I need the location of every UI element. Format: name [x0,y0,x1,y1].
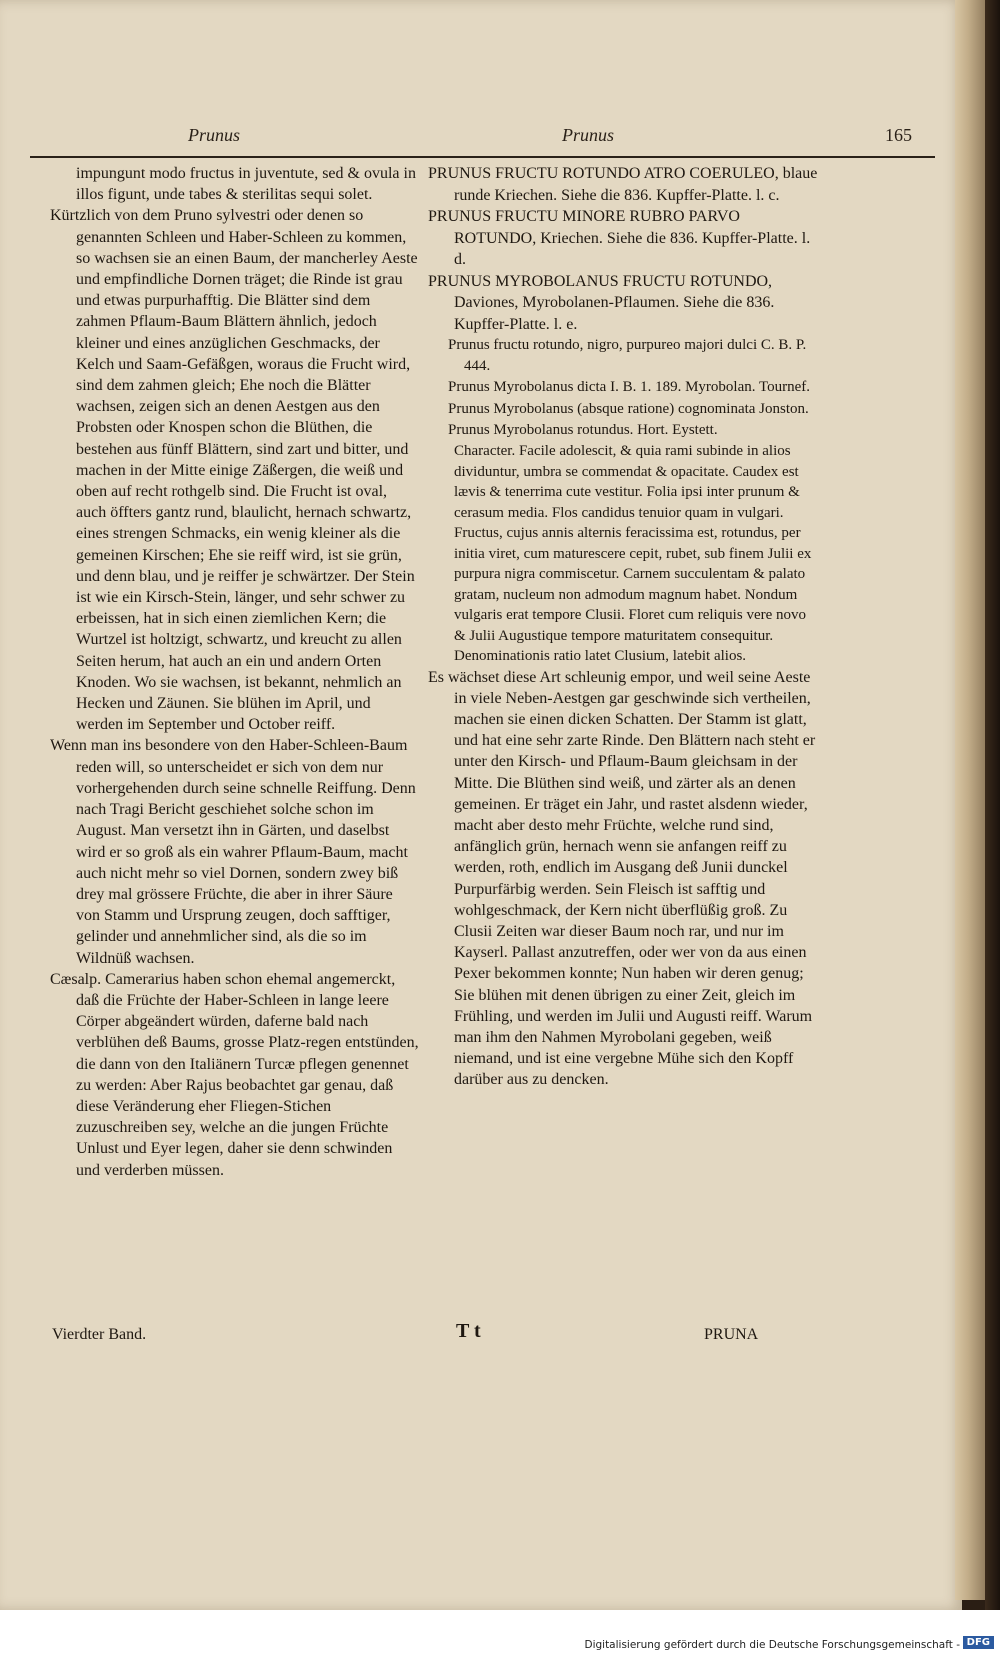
paragraph: Cæsalp. Camerarius haben schon ehemal angemerckt, daß die Früchte der Haber-Schleen in lange leere Cörper abgeändert würden, daferne bald nach verblühen deß Baums, grosse Platz-regen entstünden, die dann von den Italiänern Turcæ pflegen genennet zu werden: Aber Rajus beobachtet gar genau, daß diese Veränderung eher Fliegen-Stichen zuzuschreiben sey, welche an die jungen Früchte Unlust und Eyer legen, daher sie denn schwinden und verderben müssen. [50,970,419,1179]
digitization-footer [0,1610,1000,1659]
paragraph: Wenn man ins besondere von den Haber-Schleen-Baum reden will, so unterscheidet er sich von dem nur vorhergehenden durch seine schnelle Reiffung. Denn nach Tragi Bericht geschiehet solche schon im August. Man versetzt ihn in Gärten, und daselbst wird er so groß als ein wahrer Pflaum-Baum, macht auch nicht mehr so viel Dornen, sondern zwey biß drey mal grössere Früchte, die aber in ihrer Säure von Stamm und Ursprung zeugen, doch safftiger, gelinder und annehmlicher sind, als die so im Wildnüß wachsen. [50,737,416,967]
paragraph: Character. Facile adolescit, & quia rami subinde in alios dividuntur, umbra se commendat & opacitate. Caudex est lævis & tenerrima cute vestitur. Folia ipsi inter prunum & cerasum media. Flos candidus tenuior quam in vulgari. Fructus, cujus annis alternis feracissima est, rotundus, per initia viret, cum maturescere cepit, rubet, sub finem Julii ex purpura nigra commiscetur. Carnem succulentam & palato gratam, nucleum non admodum magnum habet. Nondum vulgaris erat tempore Clusii. Floret cum reliquis vere novo & Julii Augustique tempore maturitatem consequitur. Denominationis ratio latet Clusium, latebit alios. [454,443,812,665]
paragraph: Es wächset diese Art schleunig empor, und weil seine Aeste in viele Neben-Aestgen gar geschwinde sich vertheilen, machen sie einen dicken Schatten. Der Stamm ist glatt, und hat eine sehr zarte Rinde. Den Blättern nach steht er unter den Kirsch- und Pflaum-Baum gleichsam in der Mitte. Die Blüthen sind weiß, und zärter als an denen gemeinen. Er träget ein Jahr, und rastet alsdenn wieder, macht aber desto mehr Früchte, welche rund sind, anfänglich grün, hernach wenn sie anfangen reiff zu werden, roth, endlich im Ausgang deß Junii dunckel Purpurfärbig werden. Sein Fleisch ist safftig und wohlgeschmack, der Kern nicht überflüßig groß. Zu Clusii Zeiten war dieser Baum noch rar, und nur im Kayserl. Pallast anzutreffen, oder wer von da aus einen Pexer bekommen konnte; Nun haben wir deren genug; Sie blühen mit denen übrigen zu einer Zeit, gleich im Frühling, und werden im Julii und Augusti reiff. Warum man ihm den Nahmen Myrobolani gegeben, weiß niemand, und ist eine vergebne Mühe sich den Kopff darüber aus zu dencken. [428,668,816,1089]
running-head-center: Prunus [562,125,615,145]
footer-credit: Digitalisierung gefördert durch die Deutsche Forschungsgemeinschaft - [584,1639,960,1651]
left-column [50,163,420,1181]
page-edge [955,0,987,1600]
header-rule [30,156,935,158]
paragraph: PRUNUS FRUCTU MINORE RUBRO PARVO ROTUNDO, Kriechen. Siehe die 836. Kupffer-Platte. l. d. [428,208,811,268]
running-head-left: Prunus [188,125,241,145]
catchword: PRUNA [704,1326,759,1343]
right-column [428,163,820,1091]
paragraph: Prunus Myrobolanus dicta I. B. 1. 189. Myrobolan. Tournef. [448,379,810,396]
paragraph: PRUNUS FRUCTU ROTUNDO ATRO COERULEO, blaue runde Kriechen. Siehe die 836. Kupffer-Platte. l. c. [428,165,818,204]
volume-label: Vierdter Band. [52,1326,147,1343]
book-binding [985,0,1000,1659]
paragraph: Prunus Myrobolanus rotundus. Hort. Eystett. [448,421,718,438]
paragraph: PRUNUS MYROBOLANUS FRUCTU ROTUNDO, Daviones, Myrobolanen-Pflaumen. Siehe die 836. Kupffer-Platte. l. e. [428,272,775,333]
signature-mark: T t [456,1320,481,1342]
paragraph: Prunus fructu rotundo, nigro, purpureo majori dulci C. B. P. 444. [448,337,807,375]
paragraph: Prunus Myrobolanus (absque ratione) cognominata Jonston. [448,400,809,417]
page-number: 165 [885,125,912,145]
paragraph: Kürtzlich von dem Pruno sylvestri oder denen so genannten Schleen und Haber-Schleen zu kommen, so wachsen sie an einen Baum, der mancherley Aeste und empfindliche Dornen träget; die Rinde ist grau und etwas purpurhafftig. Die Blätter sind dem zahmen Pflaum-Baum Blättern ähnlich, jedoch kleiner und eines anzüglichen Geschmacks, der Kelch und Saam-Gefäßgen, woraus die Frucht wird, sind dem zahmen gleich; Ehe noch die Blätter wachsen, zeigen sich an denen Aestgen aus den Probsten oder Knospen schon die Blüthen, die bestehen aus fünff Blättern, sind zart und bitter, und machen in der Mitte einige Zäßergen, die weiß und oben auf recht rothgelb sind. Die Frucht ist oval, auch öffters gantz rund, blaulicht, hernach schwartz, eines strengen Schmacks, ein wenig kleiner als die gemeinen Kirschen; Ehe sie reiff wird, ist sie grün, und denn blau, und je reiffer je schwärtzer. Der Stein ist wie ein Kirsch-Stein, länger, und sehr schwer zu erbeissen, hat in sich einen ziemlichen Kern; die Wurtzel ist holtzigt, schwartz, und kreucht zu allen Seiten herum, hat auch an ein und andern Orten Knoden. Wo sie wachsen, ist bekannt, nehmlich an Hecken und Zäunen. Sie blühen im April, und werden im September und October reiff. [50,207,418,734]
dfg-logo: DFG [963,1636,994,1649]
paragraph: impungunt modo fructus in juventute, sed & ovula in illos figunt, unde tabes & sterilitas sequi solet. [76,165,416,204]
